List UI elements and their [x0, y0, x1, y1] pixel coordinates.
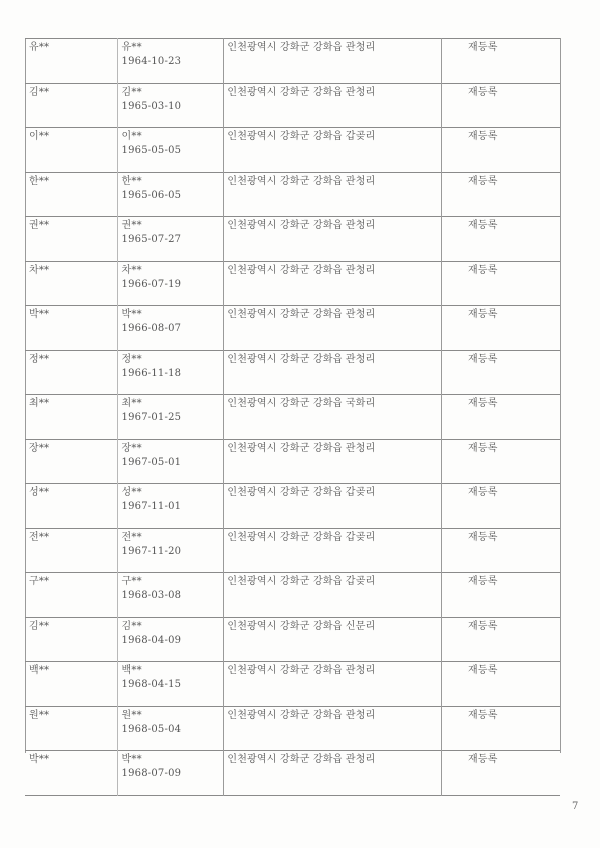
birth-date: 1967-11-01: [121, 501, 182, 512]
identity-name: 차**: [121, 264, 142, 276]
address-cell: 인천광역시 강화군 강화읍 갑곶리: [224, 528, 442, 573]
identity-cell: [117, 662, 224, 707]
identity-name: 박**: [121, 309, 142, 320]
name-cell: 장**: [25, 439, 117, 484]
table-row: [25, 484, 560, 529]
table-row: [25, 617, 560, 662]
identity-cell: [117, 439, 224, 484]
identity-cell: [117, 261, 224, 306]
name-cell: 백**: [25, 662, 117, 707]
table-row: [25, 128, 560, 173]
name-cell: 박**: [25, 751, 117, 796]
table-row: [25, 217, 560, 262]
address-cell: 인천광역시 강화군 강화읍 관청리: [224, 261, 442, 306]
address-cell: 인천광역시 강화군 강화읍 관청리: [224, 751, 442, 796]
status-cell: 재등록: [441, 128, 560, 173]
status-cell: 재등록: [441, 172, 560, 217]
table-row: [25, 751, 560, 796]
birth-date: 1967-01-25: [121, 412, 182, 423]
identity-name: 박**: [121, 754, 142, 765]
table-row: [25, 395, 560, 440]
birth-date: 1968-07-09: [121, 768, 182, 779]
address-cell: 인천광역시 강화군 강화읍 관청리: [224, 662, 442, 707]
name-cell: 한**: [25, 172, 117, 217]
name-cell: 유**: [25, 39, 117, 84]
address-cell: 인천광역시 강화군 강화읍 관청리: [224, 217, 442, 262]
status-cell: 재등록: [441, 350, 560, 395]
name-cell: 박**: [25, 306, 117, 351]
name-cell: 김**: [25, 617, 117, 662]
address-cell: 인천광역시 강화군 강화읍 관청리: [224, 306, 442, 351]
name-cell: 원**: [25, 706, 117, 751]
identity-name: 이**: [121, 131, 142, 142]
table-row: [25, 439, 560, 484]
table-row: [25, 261, 560, 306]
identity-name: 백**: [121, 665, 142, 676]
address-cell: 인천광역시 강화군 강화읍 관청리: [224, 350, 442, 395]
status-cell: 재등록: [441, 217, 560, 262]
status-cell: 재등록: [441, 395, 560, 440]
address-cell: 인천광역시 강화군 강화읍 신문리: [224, 617, 442, 662]
status-cell: 재등록: [441, 751, 560, 796]
identity-name: 김**: [121, 620, 142, 632]
identity-name: 전**: [121, 531, 142, 543]
birth-date: 1965-03-10: [121, 100, 182, 112]
birth-date: 1966-07-19: [121, 278, 182, 290]
table-row: [25, 172, 560, 217]
register-table: [25, 38, 560, 796]
address-cell: 인천광역시 강화군 강화읍 갑곶리: [224, 484, 442, 529]
identity-name: 김**: [121, 86, 142, 98]
identity-cell: [117, 306, 224, 351]
identity-name: 유**: [121, 42, 142, 53]
status-cell: 재등록: [441, 617, 560, 662]
name-cell: 이**: [25, 128, 117, 173]
birth-date: 1967-11-20: [121, 545, 182, 557]
identity-name: 장**: [121, 442, 142, 454]
birth-date: 1965-05-05: [121, 145, 182, 156]
status-cell: 재등록: [441, 573, 560, 618]
birth-date: 1968-04-15: [121, 679, 182, 690]
status-cell: 재등록: [441, 261, 560, 306]
name-cell: 차**: [25, 261, 117, 306]
status-cell: 재등록: [441, 306, 560, 351]
birth-date: 1967-05-01: [121, 456, 182, 468]
table-right-border: [560, 38, 561, 753]
address-cell: 인천광역시 강화군 강화읍 국화리: [224, 395, 442, 440]
birth-date: 1968-04-09: [121, 634, 182, 646]
address-cell: 인천광역시 강화군 강화읍 갑곶리: [224, 128, 442, 173]
status-cell: 재등록: [441, 662, 560, 707]
name-cell: 최**: [25, 395, 117, 440]
table-row: [25, 39, 560, 84]
table-row: [25, 706, 560, 751]
table-row: [25, 662, 560, 707]
identity-name: 권**: [121, 220, 142, 231]
identity-name: 원**: [121, 709, 142, 721]
address-cell: 인천광역시 강화군 강화읍 관청리: [224, 706, 442, 751]
address-cell: 인천광역시 강화군 강화읍 관청리: [224, 39, 442, 84]
identity-cell: [117, 573, 224, 618]
status-cell: 재등록: [441, 484, 560, 529]
identity-cell: [117, 395, 224, 440]
table-row: [25, 306, 560, 351]
identity-cell: [117, 128, 224, 173]
status-cell: 재등록: [441, 39, 560, 84]
name-cell: 권**: [25, 217, 117, 262]
address-cell: 인천광역시 강화군 강화읍 갑곶리: [224, 573, 442, 618]
name-cell: 성**: [25, 484, 117, 529]
table-row: [25, 83, 560, 128]
identity-cell: [117, 706, 224, 751]
register-table-body: [25, 39, 560, 796]
identity-cell: [117, 350, 224, 395]
address-cell: 인천광역시 강화군 강화읍 관청리: [224, 439, 442, 484]
identity-name: 한**: [121, 175, 142, 187]
address-cell: 인천광역시 강화군 강화읍 관청리: [224, 83, 442, 128]
name-cell: 정**: [25, 350, 117, 395]
identity-cell: [117, 484, 224, 529]
birth-date: 1968-03-08: [121, 590, 182, 601]
name-cell: 전**: [25, 528, 117, 573]
table-row: [25, 573, 560, 618]
birth-date: 1966-08-07: [121, 323, 182, 334]
identity-name: 성**: [121, 487, 142, 498]
table-row: [25, 350, 560, 395]
identity-name: 구**: [121, 576, 142, 587]
birth-date: 1964-10-23: [121, 56, 182, 67]
identity-name: 정**: [121, 353, 142, 365]
status-cell: 재등록: [441, 439, 560, 484]
identity-name: 최**: [121, 398, 142, 409]
identity-cell: [117, 751, 224, 796]
status-cell: 재등록: [441, 83, 560, 128]
status-cell: 재등록: [441, 528, 560, 573]
identity-cell: [117, 617, 224, 662]
birth-date: 1968-05-04: [121, 723, 182, 735]
name-cell: 김**: [25, 83, 117, 128]
birth-date: 1965-07-27: [121, 234, 182, 245]
page-number: 7: [572, 801, 579, 812]
identity-cell: [117, 172, 224, 217]
table-row: [25, 528, 560, 573]
birth-date: 1965-06-05: [121, 189, 182, 201]
identity-cell: [117, 83, 224, 128]
identity-cell: [117, 39, 224, 84]
status-cell: 재등록: [441, 706, 560, 751]
identity-cell: [117, 217, 224, 262]
name-cell: 구**: [25, 573, 117, 618]
birth-date: 1966-11-18: [121, 367, 182, 379]
identity-cell: [117, 528, 224, 573]
address-cell: 인천광역시 강화군 강화읍 관청리: [224, 172, 442, 217]
